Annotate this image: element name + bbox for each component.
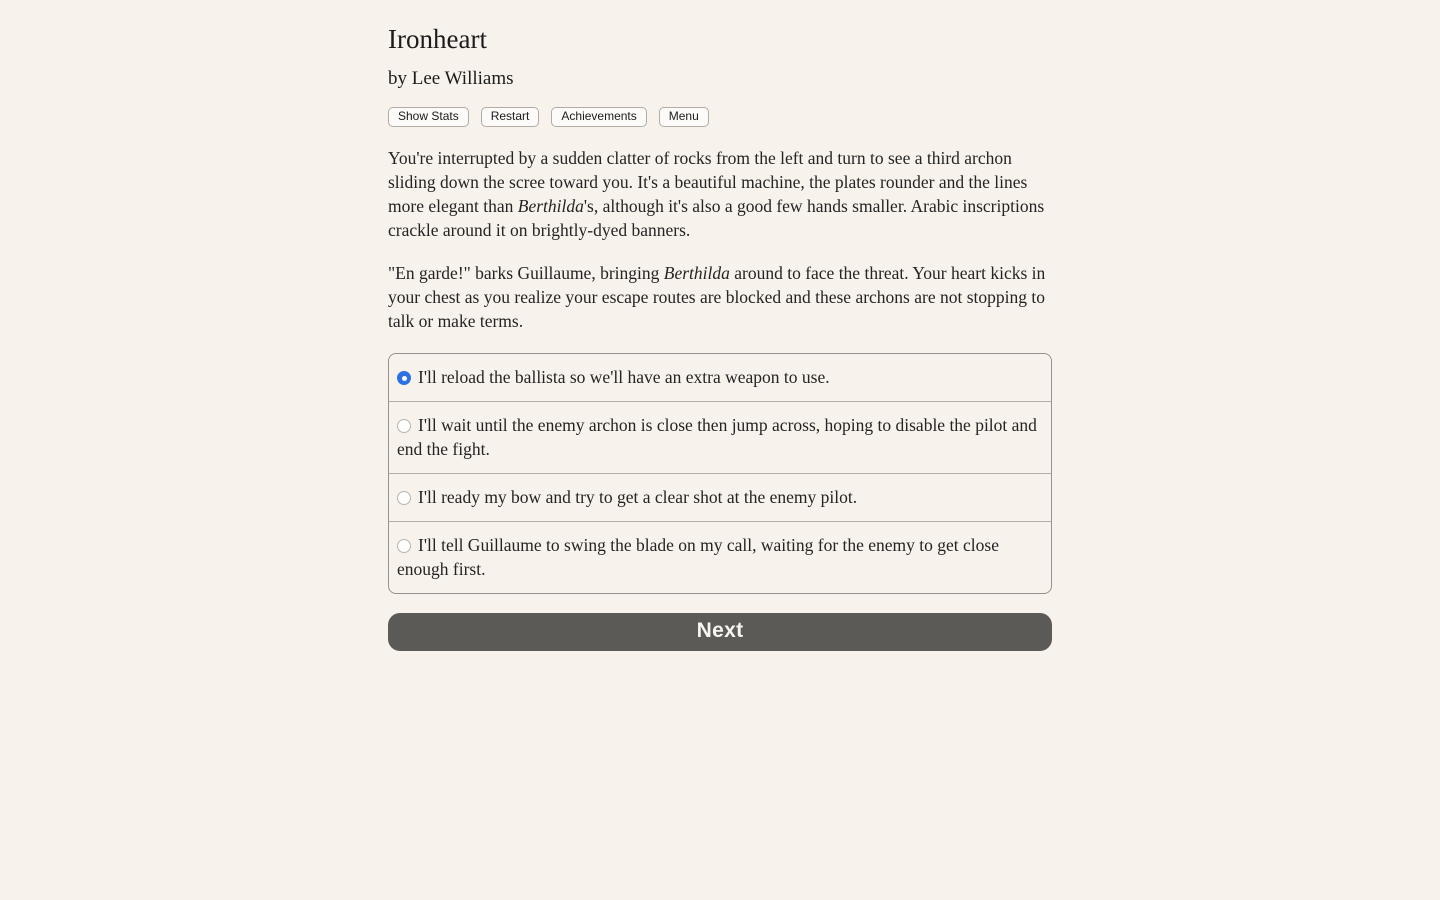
choice-radio-3[interactable]: [397, 491, 411, 505]
choice-label-3: I'll ready my bow and try to get a clear shot at the enemy pilot.: [418, 487, 858, 508]
show-stats-button[interactable]: Show Stats: [388, 107, 469, 127]
restart-button[interactable]: Restart: [481, 107, 540, 127]
choice-option-4[interactable]: [389, 521, 1051, 593]
choice-option-3[interactable]: [389, 473, 1051, 521]
achievements-button[interactable]: Achievements: [551, 107, 646, 127]
story-paragraph-2: "En garde!" barks Guillaume, bringing Berthilda around to face the threat. Your heart kicks in your chest as you realize your escape routes are blocked and these archons are not stopping to talk or make terms.: [388, 263, 1046, 332]
choice-list: [388, 353, 1052, 594]
choice-option-2[interactable]: [389, 401, 1051, 473]
story-paragraph-1: You're interrupted by a sudden clatter of rocks from the left and turn to see a third archon sliding down the scree toward you. It's a beautiful machine, the plates rounder and the lines more elegant than Berthilda's, although it's also a good few hands smaller. Arabic inscriptions crackle around it on brightly-dyed banners.: [388, 148, 1045, 241]
choice-label-1: I'll reload the ballista so we'll have an extra weapon to use.: [418, 367, 830, 388]
choice-radio-4[interactable]: [397, 539, 411, 553]
choice-label-4: I'll tell Guillaume to swing the blade on my call, waiting for the enemy to get close enough first.: [397, 535, 999, 580]
next-button[interactable]: Next: [388, 613, 1052, 651]
toolbar: [388, 107, 1052, 127]
game-content: [388, 0, 1052, 651]
menu-button[interactable]: Menu: [659, 107, 709, 127]
page-title: Ironheart: [388, 24, 487, 54]
choice-option-1[interactable]: [389, 354, 1051, 401]
author-byline: by Lee Williams: [388, 68, 514, 90]
choice-radio-1[interactable]: [397, 371, 411, 385]
choice-radio-2[interactable]: [397, 419, 411, 433]
choice-label-2: I'll wait until the enemy archon is close then jump across, hoping to disable the pilot and end the fight.: [397, 415, 1037, 460]
